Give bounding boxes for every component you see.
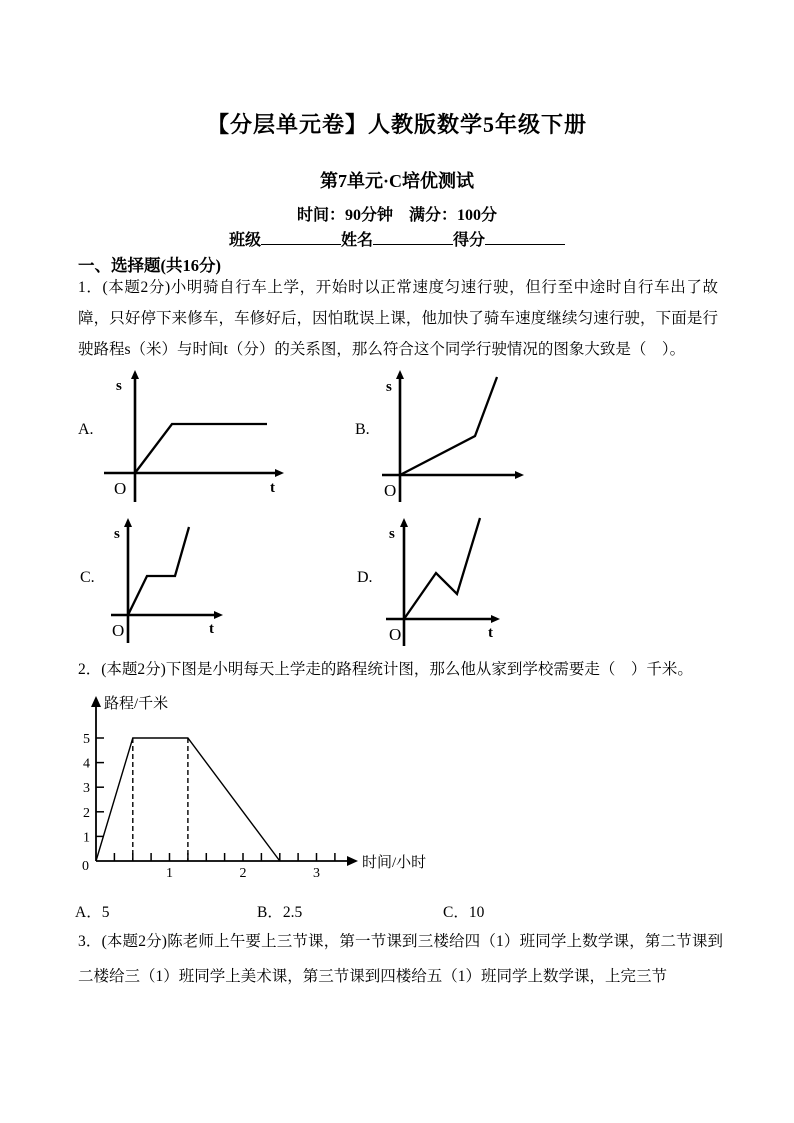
- option-a-graph: [100, 366, 295, 506]
- distance-time-curve: [400, 377, 497, 475]
- class-blank: [261, 228, 341, 245]
- x-axis-arrow-icon: [275, 469, 284, 477]
- y-tick-label: 5: [83, 732, 90, 747]
- question-2-text: 2．(本题2分)下图是小明每天上学走的路程统计图，那么他从家到学校需要走（ ）千米。: [78, 661, 693, 678]
- option-a-label: A.: [78, 421, 94, 438]
- option-b-graph: [376, 366, 531, 506]
- y-axis-letter: s: [389, 526, 395, 542]
- origin-letter: O: [114, 479, 127, 498]
- origin-letter: O: [112, 621, 125, 640]
- option-c-graph: [103, 510, 233, 645]
- q2-option-a: A．5: [75, 904, 110, 921]
- distance-time-curve: [128, 527, 189, 615]
- question-1-text: 1．(本题2分)小明骑自行车上学，开始时以正常速度匀速行驶，但行至中途时自行车出了故障，只好停下来修车，车修好后，因怕耽误上课，他加快了骑车速度继续匀速行驶，下面是行驶路程s（米）与时间t（分）的关系图，那么符合这个同学行驶情况的图象大致是（ ）。: [78, 279, 718, 358]
- name-label: 姓名: [340, 232, 373, 249]
- fill-in-line: [0, 227, 794, 250]
- score-label: 得分: [453, 232, 486, 249]
- y-axis-arrow-icon: [400, 518, 408, 527]
- score-blank: [485, 228, 565, 245]
- y-axis-arrow-icon: [131, 370, 139, 379]
- class-label: 班级: [228, 232, 261, 249]
- origin-letter: O: [384, 481, 397, 500]
- x-axis-arrow-icon: [347, 856, 358, 866]
- option-d-graph: [380, 510, 510, 650]
- page-subtitle: 第7单元·C培优测试: [319, 171, 474, 191]
- option-c-label: C.: [80, 569, 95, 586]
- x-tick-label: 3: [313, 866, 320, 880]
- option-d-label: D.: [357, 569, 373, 586]
- y-axis-letter: s: [386, 379, 392, 395]
- option-b-label: B.: [355, 421, 370, 438]
- x-tick-label: 1: [166, 866, 173, 880]
- time-score-line: 时间：90分钟 满分：100分: [296, 207, 497, 224]
- y-tick-label: 4: [83, 756, 90, 772]
- x-axis-letter: t: [488, 625, 493, 641]
- distance-time-curve: [135, 424, 267, 473]
- y-axis-letter: s: [114, 526, 120, 542]
- section-heading: 一、选择题(共16分): [78, 256, 221, 275]
- x-axis-title: 时间/小时: [362, 855, 427, 871]
- x-axis-arrow-icon: [491, 615, 500, 623]
- q2-option-b: B．2.5: [257, 904, 303, 921]
- q2-line-chart: [60, 690, 450, 880]
- x-tick-label: 2: [239, 866, 247, 880]
- x-axis-ticks: [114, 853, 335, 861]
- origin-tick-label: 0: [82, 859, 89, 874]
- y-axis-ticks: [96, 738, 104, 836]
- x-axis-arrow-icon: [214, 611, 223, 619]
- x-axis-arrow-icon: [515, 471, 524, 479]
- x-axis-letter: t: [270, 480, 275, 496]
- y-axis-arrow-icon: [91, 696, 101, 707]
- y-tick-label: 1: [83, 830, 90, 846]
- question-3-text: 3．(本题2分)陈老师上午要上三节课，第一节课到三楼给四（1）班同学上数学课，第二节课到二楼给三（1）班同学上美术课，第三节课到四楼给五（1）班同学上数学课，上完三节: [78, 933, 723, 985]
- y-tick-label: 3: [83, 781, 90, 797]
- x-axis-letter: t: [209, 621, 214, 637]
- y-axis-title: 路程/千米: [104, 696, 169, 712]
- y-axis-arrow-icon: [124, 518, 132, 527]
- q2-option-c: C．10: [443, 904, 485, 921]
- y-axis-arrow-icon: [396, 370, 404, 379]
- name-blank: [373, 228, 453, 245]
- origin-letter: O: [389, 625, 402, 644]
- y-tick-label: 2: [83, 805, 90, 821]
- distance-time-curve: [404, 518, 480, 619]
- page-title: 【分层单元卷】人教版数学5年级下册: [206, 112, 587, 137]
- y-axis-letter: s: [116, 378, 122, 394]
